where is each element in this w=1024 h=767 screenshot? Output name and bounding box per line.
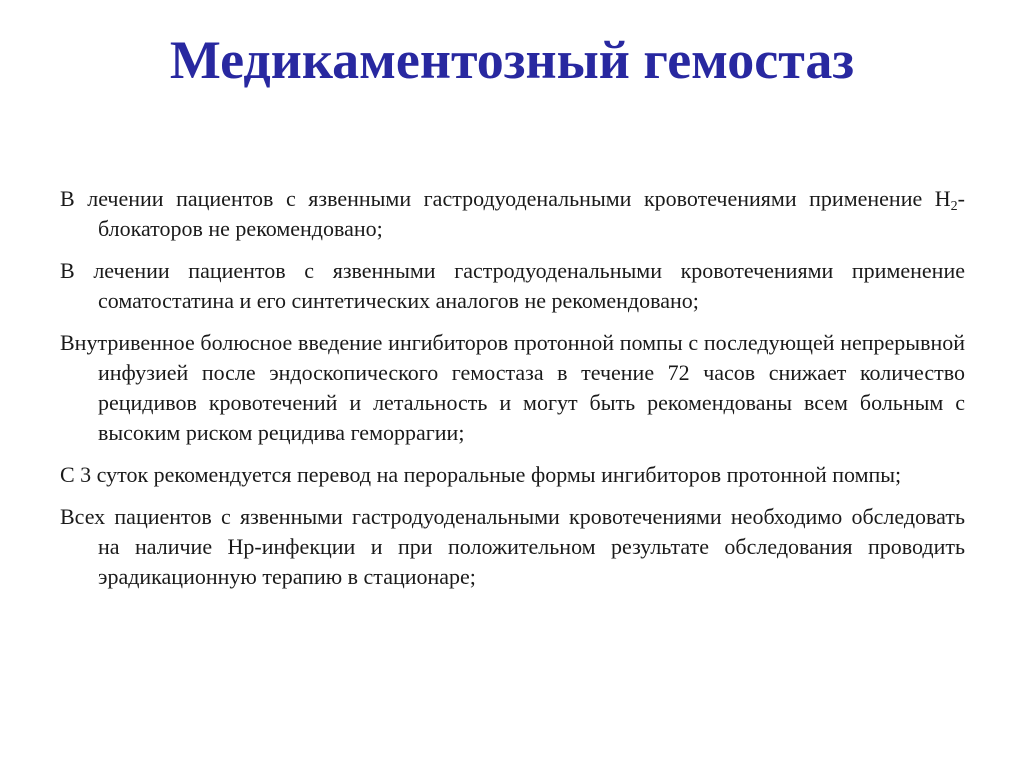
slide-title: Медикаментозный гемостаз bbox=[169, 30, 855, 90]
paragraph-somatostatin: В лечении пациентов с язвенными гастродуоденальными кровотечениями применение соматостатина и его синтетических аналогов не рекомендовано; bbox=[60, 258, 965, 313]
paragraph-oral-ppi: С 3 суток рекомендуется перевод на пероральные формы ингибиторов протонной помпы; bbox=[60, 462, 902, 487]
subscript: 2 bbox=[950, 199, 958, 214]
paragraph-ppi-infusion: Внутривенное болюсное введение ингибиторов протонной помпы с последующей непрерывной инфузией после эндоскопического гемостаза в течение 72 часов снижает количество рецидивов кровотечений и летальность и могут быть рекомендованы всем больным с высоким риском рецидива геморрагии; bbox=[60, 330, 965, 445]
paragraph-hp-eradication: Всех пациентов с язвенными гастродуоденальными кровотечениями необходимо обследовать на наличие Hp-инфекции и при положительном результате обследования проводить эрадикационную терапию в стационаре; bbox=[60, 504, 965, 589]
paragraph-h2-blockers bbox=[60, 184, 965, 244]
paragraph-text-after: -блокаторов не рекомендовано; bbox=[98, 186, 965, 241]
slide-content bbox=[60, 184, 965, 604]
paragraph-text-before: В лечении пациентов с язвенными гастродуоденальными кровотечениями применение H bbox=[60, 186, 951, 211]
